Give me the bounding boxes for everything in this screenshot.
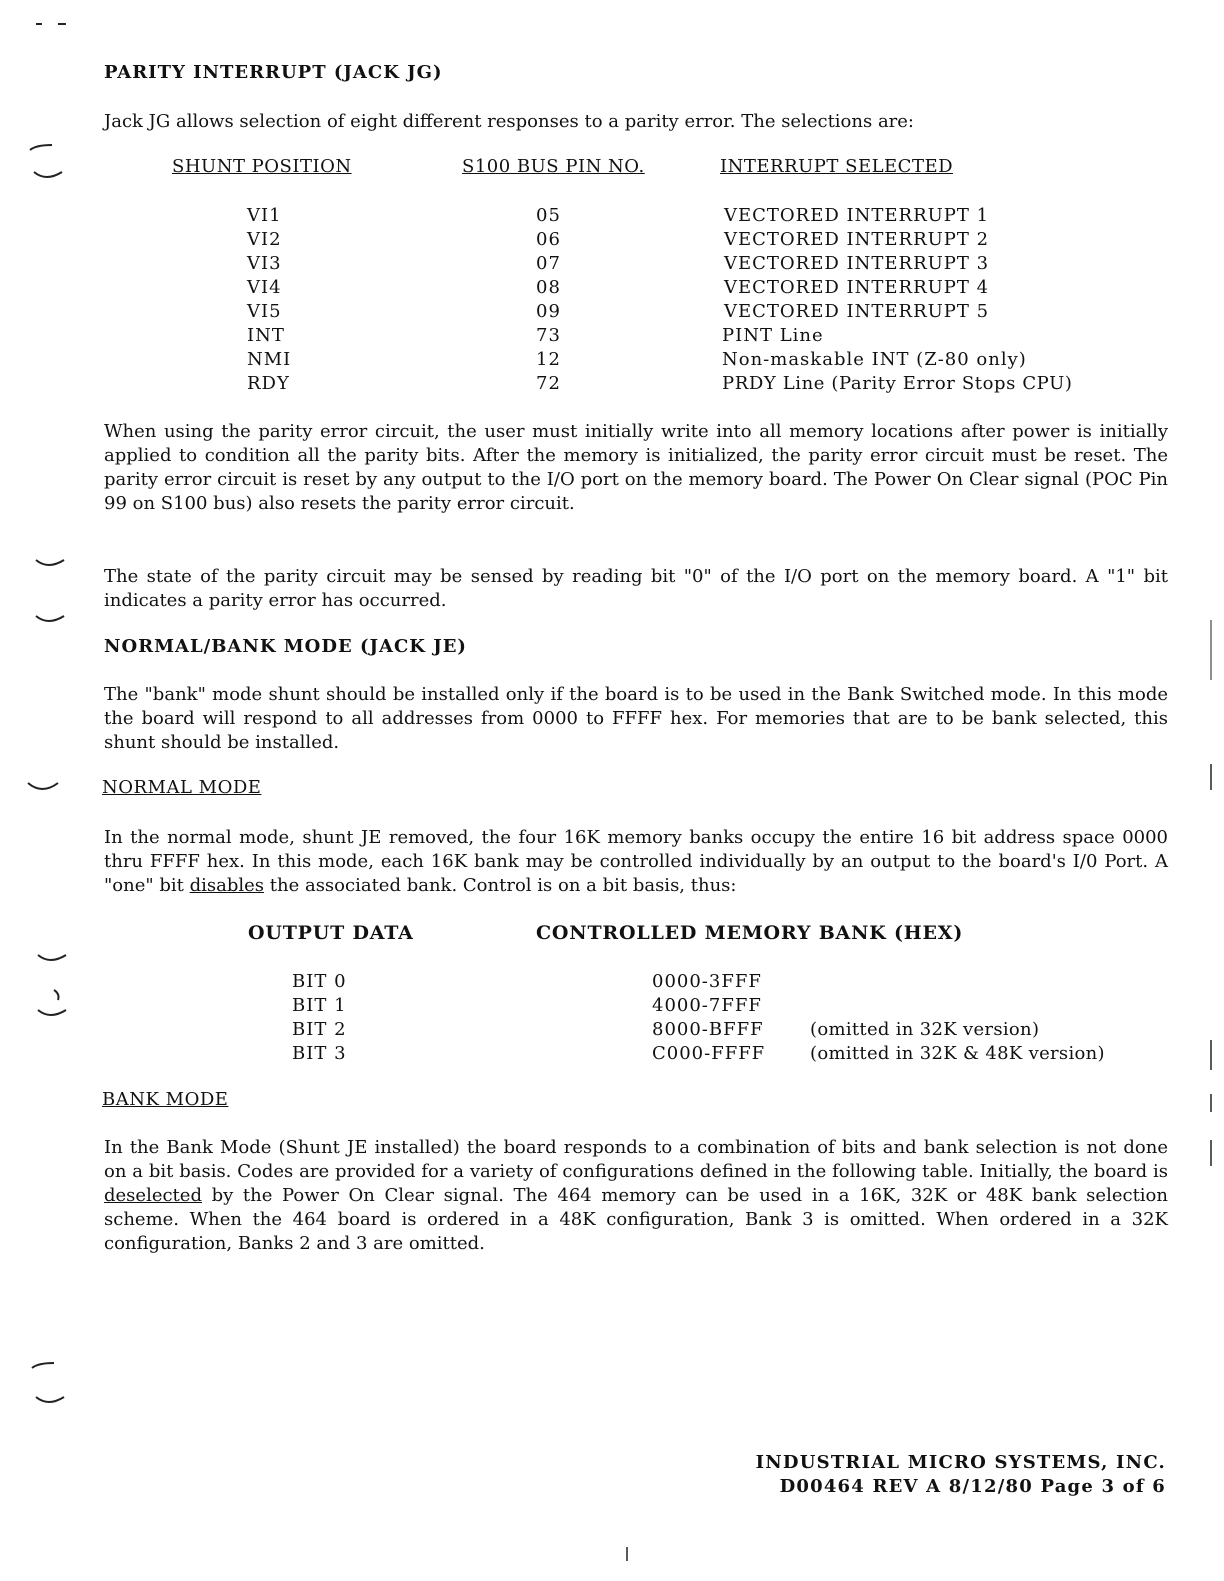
pin-cell: 12 bbox=[536, 349, 561, 370]
parity-heading: PARITY INTERRUPT (JACK JG) bbox=[104, 62, 443, 83]
note-cell: (omitted in 32K & 48K version) bbox=[810, 1043, 1105, 1064]
table-row bbox=[0, 994, 1224, 1018]
margin-arc-mark bbox=[30, 145, 52, 150]
footer-docref: D00464 REV A 8/12/80 Page 3 of 6 bbox=[779, 1476, 1166, 1497]
range-cell: 8000-BFFF bbox=[652, 1019, 764, 1040]
table-row bbox=[0, 372, 1224, 396]
interrupt-cell: PRDY Line (Parity Error Stops CPU) bbox=[722, 373, 1073, 394]
margin-arc-mark bbox=[38, 955, 66, 960]
interrupt-cell: VECTORED INTERRUPT 5 bbox=[724, 301, 990, 322]
pin-cell: 08 bbox=[536, 277, 561, 298]
bit-cell: BIT 3 bbox=[292, 1043, 347, 1064]
table-row bbox=[0, 1042, 1224, 1066]
note-cell: (omitted in 32K version) bbox=[810, 1019, 1040, 1040]
table-row bbox=[0, 228, 1224, 252]
parity-table bbox=[0, 204, 1224, 396]
margin-arc-mark bbox=[36, 1397, 64, 1402]
range-cell: 0000-3FFF bbox=[652, 971, 762, 992]
parity-paragraph-2: The state of the parity circuit may be sensed by reading bit "0" of the I/O port on the memory board. A "1" bit indicates a parity error has occurred. bbox=[104, 566, 1168, 611]
table-row bbox=[0, 276, 1224, 300]
table-row bbox=[0, 970, 1224, 994]
interrupt-cell: VECTORED INTERRUPT 4 bbox=[724, 277, 990, 298]
shunt-cell: VI2 bbox=[247, 229, 282, 250]
disables-underlined: disables bbox=[189, 875, 265, 896]
col-shunt-position: SHUNT POSITION bbox=[172, 156, 352, 177]
shunt-cell: NMI bbox=[247, 349, 292, 370]
table-row bbox=[0, 348, 1224, 372]
parity-paragraph-1: When using the parity error circuit, the user must initially write into all memory locations after power is initially applied to condition all the parity bits. After the memory is initialized, the parity error circuit must be reset. The parity error circuit is reset by any output to the I/O port on the memory board. The Power On Clear signal (POC Pin 99 on S100 bus) also resets the parity error circuit. bbox=[104, 421, 1168, 514]
normal-text-after: the associated bank. Control is on a bit basis, thus: bbox=[269, 875, 737, 896]
table-row bbox=[0, 204, 1224, 228]
bit-cell: BIT 2 bbox=[292, 1019, 347, 1040]
shunt-cell: VI5 bbox=[247, 301, 282, 322]
margin-arc-mark bbox=[32, 1363, 54, 1368]
interrupt-cell: VECTORED INTERRUPT 2 bbox=[724, 229, 990, 250]
bank-section-paragraph: The "bank" mode shunt should be installed only if the board is to be used in the Bank Switched mode. In this mode the board will respond to all addresses from 0000 to FFFF hex. For memories that are to be bank selected, this shunt should be installed. bbox=[104, 684, 1168, 753]
bank-text-before: In the Bank Mode (Shunt JE installed) the board responds to a combination of bits and bank selection is not done on a bit basis. Codes are provided for a variety of configurations defined in the following table. Initially, the board is bbox=[104, 1137, 1168, 1182]
margin-arc-mark bbox=[36, 616, 64, 621]
shunt-cell: INT bbox=[247, 325, 285, 346]
interrupt-cell: PINT Line bbox=[722, 325, 824, 346]
col-interrupt-selected: INTERRUPT SELECTED bbox=[720, 156, 954, 177]
parity-intro: Jack JG allows selection of eight different responses to a parity error. The selections are: bbox=[104, 111, 914, 132]
normal-text-before: In the normal mode, shunt JE removed, the four 16K memory banks occupy the entire 16 bit address space 0000 thru FFFF hex. In this mode, each 16K bank may be controlled individually by an output to the board's I/0 Port. A "one" bit bbox=[104, 827, 1168, 896]
bit-cell: BIT 0 bbox=[292, 971, 347, 992]
shunt-cell: VI3 bbox=[247, 253, 282, 274]
col-bus-pin: S100 BUS PIN NO. bbox=[462, 156, 645, 177]
table-row bbox=[0, 324, 1224, 348]
margin-arc-mark bbox=[28, 783, 58, 789]
margin-arc-mark bbox=[36, 560, 64, 565]
pin-cell: 07 bbox=[536, 253, 561, 274]
normal-mode-heading: NORMAL MODE bbox=[102, 777, 262, 798]
table-row bbox=[0, 300, 1224, 324]
pin-cell: 72 bbox=[536, 373, 561, 394]
range-cell: C000-FFFF bbox=[652, 1043, 766, 1064]
bank-mode-paragraph bbox=[104, 1136, 1168, 1256]
shunt-cell: RDY bbox=[247, 373, 290, 394]
pin-cell: 06 bbox=[536, 229, 561, 250]
pin-cell: 73 bbox=[536, 325, 561, 346]
range-cell: 4000-7FFF bbox=[652, 995, 762, 1016]
bit-table bbox=[0, 970, 1224, 1066]
bank-mode-heading: BANK MODE bbox=[102, 1089, 229, 1110]
bank-section-heading: NORMAL/BANK MODE (JACK JE) bbox=[104, 636, 467, 657]
bit-cell: BIT 1 bbox=[292, 995, 347, 1016]
shunt-cell: VI1 bbox=[247, 205, 282, 226]
normal-mode-paragraph bbox=[104, 826, 1168, 898]
col-controlled-bank: CONTROLLED MEMORY BANK (HEX) bbox=[536, 922, 964, 944]
col-output-data: OUTPUT DATA bbox=[248, 922, 414, 944]
margin-arc-mark bbox=[34, 172, 62, 177]
bank-text-after: by the Power On Clear signal. The 464 memory can be used in a 16K, 32K or 48K bank selection scheme. When the 464 board is ordered in a 48K configuration, Bank 3 is omitted. When ordered in a 32K configuration, Banks 2 and 3 are omitted. bbox=[104, 1185, 1168, 1254]
deselected-underlined: deselected bbox=[104, 1185, 202, 1206]
footer-company: INDUSTRIAL MICRO SYSTEMS, INC. bbox=[755, 1452, 1166, 1473]
pin-cell: 09 bbox=[536, 301, 561, 322]
table-row bbox=[0, 252, 1224, 276]
shunt-cell: VI4 bbox=[247, 277, 282, 298]
pin-cell: 05 bbox=[536, 205, 561, 226]
interrupt-cell: VECTORED INTERRUPT 1 bbox=[724, 205, 990, 226]
table-row bbox=[0, 1018, 1224, 1042]
interrupt-cell: Non-maskable INT (Z-80 only) bbox=[722, 349, 1027, 370]
interrupt-cell: VECTORED INTERRUPT 3 bbox=[724, 253, 990, 274]
